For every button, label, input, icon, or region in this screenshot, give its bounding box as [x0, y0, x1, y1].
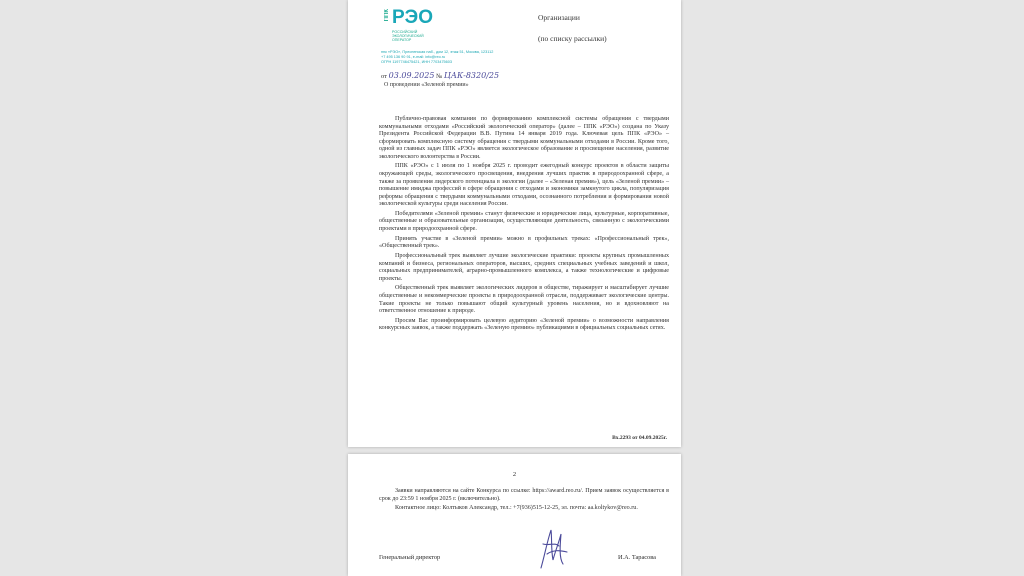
address-line: ОГРН 1197746475421, ИНН 7703475603 — [381, 60, 453, 64]
body-paragraph: ППК «РЭО» с 1 июля по 1 ноября 2025 г. проводит ежегодный конкурс проектов в области защиты окружающей среды, экологического просвещения, внедрения лучших практик в природоохранной сфере, а также за проявления лидерского потенциала в экологии (далее – «Зеленая премия»), цель «Зеленой премии» – повышение имиджа профессий в сфере обращения с отходами и экономики замкнутого цикла, популяризация реформы обращения с твердыми коммунальными отходами, осознанного потребления и формирования новой экологической культуры среди населения России. — [379, 163, 669, 208]
logo-subtitle: РОССИЙСКИЙ ЭКОЛОГИЧЕСКИЙ ОПЕРАТОР — [392, 30, 424, 43]
letter-subject: О проведении «Зеленой премии» — [384, 82, 469, 88]
document-page-2 — [348, 454, 681, 576]
body-paragraph: Просим Вас проинформировать целевую аудиторию «Зеленой премии» о возможности направления конкурсных заявок, а также поддержать «Зеленую премию» публикациями в официальных социальных сетях. — [379, 317, 669, 332]
recipient-line-2: (по списку рассылки) — [538, 34, 607, 43]
body-paragraph: Публично-правовая компания по формированию комплексной системы обращения с твердыми коммунальными отходами «Российский экологический оператор» (далее – ППК «РЭО») создана по Указу Президента Российской Федерации В.В. Путина 14 января 2019 года. Ключевая цель ППК «РЭО» – сформировать комплексную систему обращения с твердыми коммунальными отходами в России. Кроме того, одной из главных задач ППК «РЭО» является экологическое образование и просвещение населения, развитие экологического волонтерства в России. — [379, 116, 669, 160]
address-line: +7 495 136 90 91, e-mail: info@reo.ru — [381, 55, 446, 59]
reg-date-handwritten: 03.09.2025 — [388, 71, 435, 80]
body-paragraph: Заявки направляются на сайте Конкурса по ссылке: https://award.reo.ru/. Прием заявок осуществляется в срок до 23:59 1 ноября 2025 г. (включительно). — [379, 488, 669, 502]
incoming-reference-stamp: Вх.2293 от 04.09.2025г. — [612, 435, 667, 441]
page-number: 2 — [512, 471, 517, 478]
reo-logo — [384, 5, 444, 47]
recipient-block — [538, 13, 607, 44]
recipient-line-1: Организации — [538, 13, 580, 22]
sender-address — [381, 50, 511, 65]
reg-number-prefix: № — [436, 73, 443, 80]
body-paragraph: Контактное лицо: Колтыков Александр, тел.: +7(936)515-12-25, эл. почта: aa.koltykov@reo.ru. — [395, 505, 638, 512]
body-paragraph: Победителями «Зеленой премии» станут физические и юридические лица, культурные, корпоративные, общественные и образовательные организации, осуществляющие деятельность, связанную с экологическими проектами в природоохранной сфере. — [379, 210, 669, 233]
document-page-1 — [348, 0, 681, 447]
body-paragraph: Общественный трек выявляет экологических лидеров в обществе, тиражирует и масштабирует лучшие общественные и некоммерческие проекты в природоохранной отрасли, поддерживает экологические центры. Такие проекты не только повышают общий культурный уровень населения, но и вдохновляют на ответственное отношение к природе. — [379, 285, 669, 315]
letter-body-continued — [379, 488, 669, 515]
body-paragraph: Принять участие в «Зеленой премии» можно в профильных треках: «Профессиональный трек», «Общественный трек». — [379, 235, 669, 250]
handwritten-signature — [533, 524, 573, 572]
registration-line — [381, 71, 499, 80]
signer-name: И.А. Тарасова — [618, 554, 656, 561]
reg-number-handwritten: ЦАК-8320/25 — [443, 71, 500, 80]
signer-title: Генеральный директор — [379, 554, 441, 561]
logo-mark-text: РЭО — [392, 7, 433, 28]
reg-date-prefix: от — [381, 73, 388, 80]
address-line: ппк «РЭО», Пресненская наб., дом 12, этаж 51, Москва, 123112 — [381, 50, 494, 54]
body-paragraph: Профессиональный трек выявляет лучшие экологические практики: проекты крупных промышленных компаний и бизнеса, региональных операторов, высших, средних специальных учебных заведений и школ, социальных предпринимателей, аграрно-промышленного комплекса, а также технологические и цифровые проекты. — [379, 253, 669, 282]
logo-side-text: ППК — [384, 9, 390, 22]
letter-body — [379, 116, 669, 335]
